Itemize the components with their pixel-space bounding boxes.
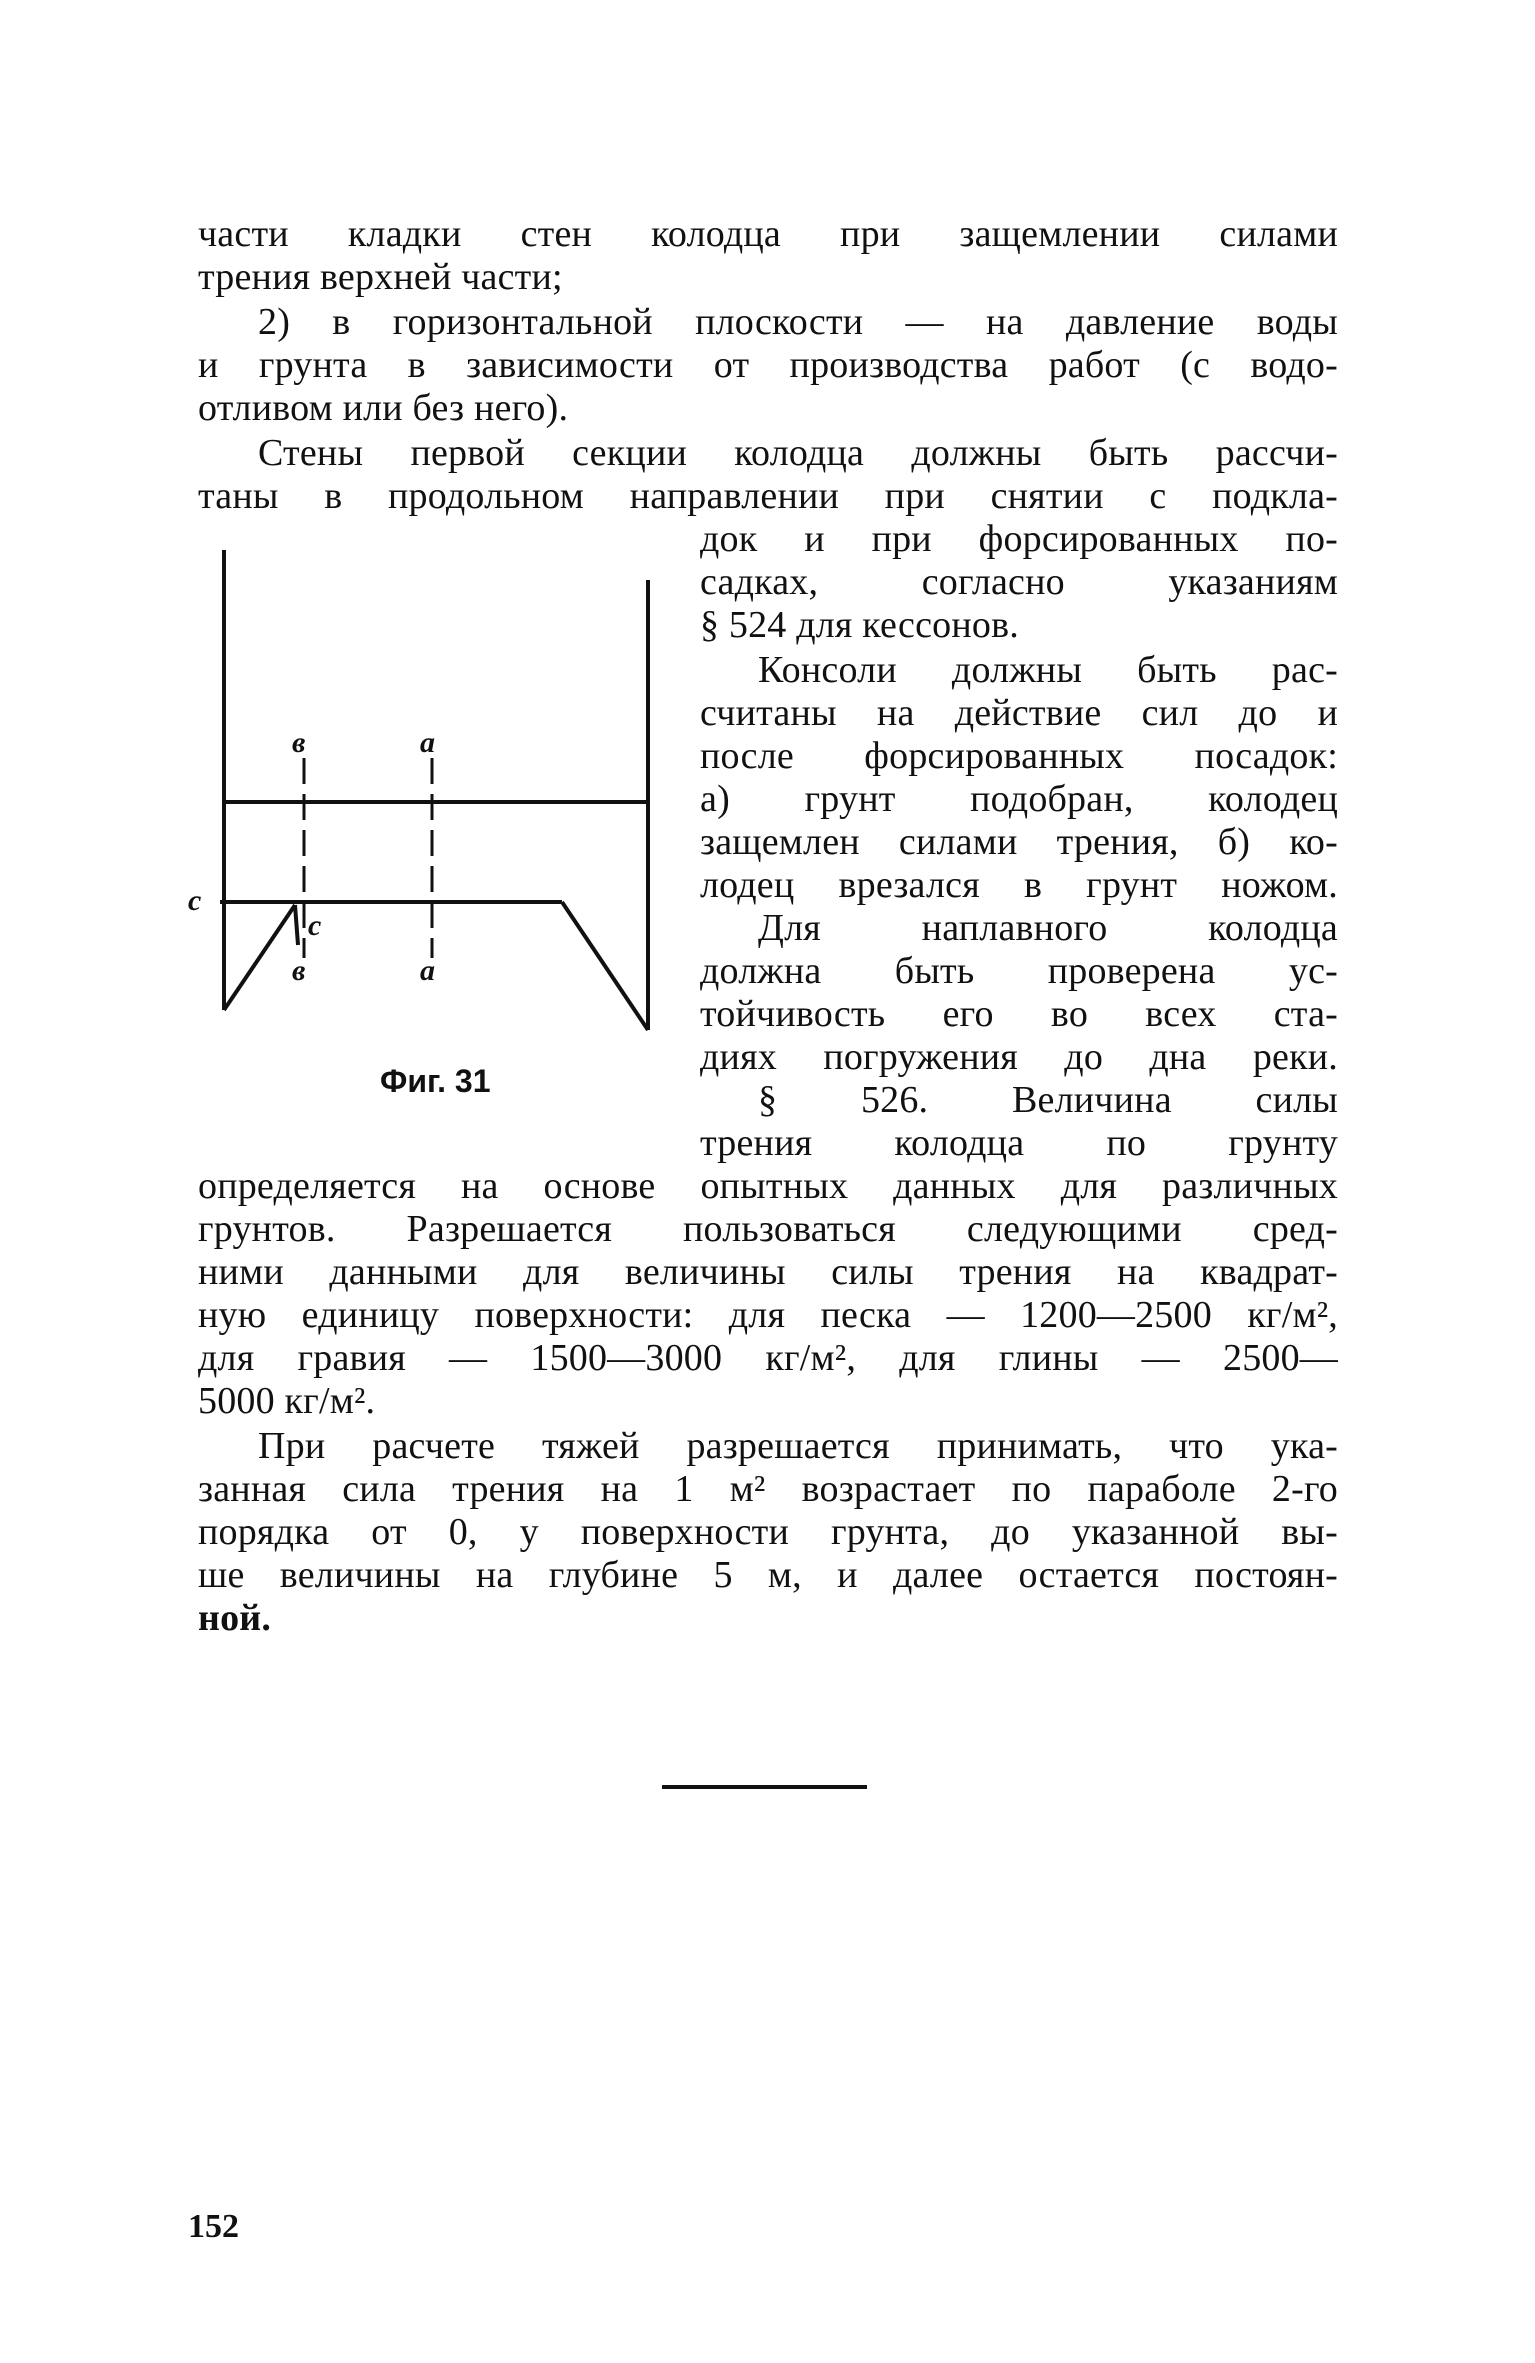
- text-line: Для наплавного колодца: [758, 907, 1338, 949]
- figure-caption: Фиг. 31: [380, 1063, 491, 1099]
- text-line: садках, согласно указаниям: [700, 561, 1338, 603]
- label-b-bottom: в: [292, 954, 306, 987]
- end-rule: [662, 1785, 867, 1789]
- text-line: Консоли должны быть рас-: [758, 649, 1338, 691]
- label-a-top: а: [420, 726, 435, 759]
- text-line: ними данными для величины силы трения на квадрат-: [198, 1251, 1338, 1293]
- label-a-bottom: а: [420, 954, 435, 987]
- text-line: § 526. Величина силы: [758, 1079, 1338, 1121]
- text-line: Стены первой секции колодца должны быть рассчи-: [258, 432, 1338, 474]
- text-line: ше величины на глубине 5 м, и далее остается постоян-: [198, 1554, 1338, 1596]
- page-number: 152: [188, 2208, 239, 2245]
- text-line: должна быть проверена ус-: [700, 950, 1338, 992]
- text-line: отливом или без него).: [198, 387, 569, 429]
- label-b-top: в: [292, 726, 306, 759]
- text-line: трения верхней части;: [198, 256, 563, 298]
- text-line: таны в продольном направлении при снятии с подкла-: [198, 475, 1338, 517]
- text-line: после форсированных посадок:: [700, 735, 1338, 777]
- text-line: грунтов. Разрешается пользоваться следующими сред-: [198, 1208, 1338, 1250]
- text-line: а) грунт подобран, колодец: [700, 778, 1338, 820]
- text-line: 2) в горизонтальной плоскости — на давление воды: [258, 301, 1338, 343]
- text-line: тойчивость его во всех ста-: [700, 993, 1338, 1035]
- text-line: и грунта в зависимости от производства работ (с водо-: [198, 344, 1338, 386]
- text-line: диях погружения до дна реки.: [700, 1036, 1338, 1078]
- text-line: ной.: [198, 1597, 272, 1639]
- text-line: порядка от 0, у поверхности грунта, до указанной вы-: [198, 1511, 1338, 1553]
- text-line: § 524 для кессонов.: [700, 604, 1019, 646]
- text-line: трения колодца по грунту: [700, 1122, 1338, 1164]
- text-line: занная сила трения на 1 м² возрастает по параболе 2-го: [198, 1468, 1338, 1510]
- text-line: док и при форсированных по-: [700, 518, 1338, 560]
- text-line: для гравия — 1500—3000 кг/м², для глины — 2500—: [198, 1337, 1338, 1379]
- figure-31-diagram: [180, 540, 670, 1070]
- text-line: ную единицу поверхности: для песка — 1200—2500 кг/м²,: [198, 1294, 1338, 1336]
- text-line: защемлен силами трения, б) ко-: [700, 821, 1338, 863]
- text-line: лодец врезался в грунт ножом.: [700, 864, 1338, 906]
- label-c-inner: с: [308, 909, 322, 942]
- text-line: определяется на основе опытных данных для различных: [198, 1165, 1338, 1207]
- text-line: 5000 кг/м².: [198, 1380, 376, 1422]
- text-line: считаны на действие сил до и: [700, 692, 1338, 734]
- text-line: части кладки стен колодца при защемлении силами: [198, 213, 1338, 255]
- text-line: При расчете тяжей разрешается принимать, что ука-: [258, 1425, 1338, 1467]
- label-c-left: с: [188, 884, 202, 917]
